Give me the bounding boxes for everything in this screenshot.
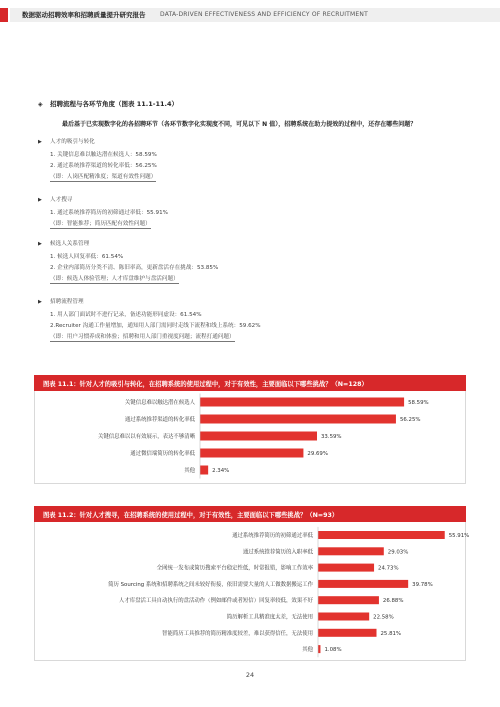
bar-value-label: 29.03% — [387, 549, 409, 556]
chart-11-2 — [34, 522, 470, 661]
bar-value-label: 56.25% — [399, 417, 421, 423]
group-item: 2. 通过系统推荐渠道的转化率低：56.25% — [50, 163, 157, 169]
bar-category-label: 通过微信端简历的转化率低 — [130, 451, 195, 457]
bar — [318, 564, 374, 572]
group-item: 1. 通过系统推荐简历的初筛通过率低：55.91% — [50, 210, 168, 216]
bar — [200, 415, 396, 424]
bar — [200, 466, 208, 475]
bar-category-label: 通过系统推荐渠道的转化率低 — [124, 417, 195, 423]
bar-category-label: 关键信息难以以有效展示，表达不够清晰 — [97, 434, 195, 440]
group-note: （即：用户习惯养成和体验；招聘和用人部门重视度问题；流程打通问题） — [50, 334, 235, 340]
triangle-bullet-icon: ▶ — [38, 241, 42, 247]
chart-11-1 — [34, 391, 466, 484]
bar — [318, 629, 377, 637]
bar-value-label: 25.81% — [380, 630, 402, 637]
group-title — [38, 137, 95, 145]
group-title — [38, 195, 72, 203]
header-accent-bar — [0, 8, 8, 22]
section-title-text: 招聘流程与各环节角度（图表 11.1-11.4） — [50, 100, 179, 108]
bar-category-label: 通过系统推荐简历的初筛通过率低 — [232, 533, 313, 539]
group-title-text: 候选人关系管理 — [50, 241, 90, 247]
group-note: （即：人岗匹配精准度；渠道有效性问题） — [50, 174, 157, 180]
triangle-bullet-icon: ▶ — [38, 139, 42, 145]
bar-category-label: 简历 Sourcing 系统和招聘系统之间未较好衔接，依旧需要大量的人工做数据搬运工作 — [108, 581, 313, 588]
bar — [318, 547, 384, 555]
bar — [318, 613, 369, 621]
bar-category-label: 简历解析工具精准度太差，无法使用 — [226, 614, 313, 621]
bar-value-label: 22.58% — [373, 614, 394, 621]
bar — [318, 645, 320, 653]
report-title: 数据驱动招聘效率和招聘质量提升研究报告 — [22, 11, 146, 19]
page-number: 24 — [245, 671, 255, 679]
bar-value-label: 55.91% — [448, 533, 470, 539]
group-title — [38, 239, 89, 247]
chart-11-2-svg — [35, 522, 470, 661]
group-title-text: 招聘流程管理 — [50, 299, 84, 305]
bar-category-label: 其他 — [302, 647, 313, 654]
bar-category-label: 关键信息难以触达潜在候选人 — [124, 400, 195, 406]
bar — [200, 449, 303, 458]
group-item: 1. 关键信息难以触达潜在候选人：58.59% — [50, 152, 157, 158]
group-note: （即：候选人体验管理；人才库盘维护与盘活问题） — [50, 276, 179, 282]
bar-category-label: 其他 — [184, 468, 195, 474]
bar — [318, 580, 408, 588]
section-question: 最后基于已实现数字化的各招聘环节（各环节数字化实现度不同，可见以下 N 值），招聘系统在助力提效的过程中，还存在哪些问题？ — [62, 121, 417, 128]
group-item: 1. 用人部门面试时不进行记录，备述功能形同虚设：61.54% — [50, 312, 202, 318]
group-item: 1. 候选人回复率低：61.54% — [50, 254, 124, 260]
triangle-bullet-icon: ▶ — [38, 197, 42, 203]
chart-11-2-title: 图表 11.2：针对人才搜寻，在招聘系统的使用过程中，对于有效性，主要面临以下哪些挑战？（N=93） — [34, 506, 466, 522]
group-title-text: 人才搜寻 — [50, 197, 73, 203]
chart-11-1-svg — [35, 391, 466, 484]
group-item: 2. 企业内部简历分类不清、陈旧率高，更新盘活存在挑战：53.85% — [50, 265, 219, 271]
bar-value-label: 39.78% — [412, 581, 433, 588]
group-note: （即：智能推荐；简历匹配有效性问题） — [50, 221, 151, 227]
bar-value-label: 33.59% — [321, 434, 342, 440]
bar-value-label: 29.69% — [307, 451, 328, 457]
report-subtitle: DATA-DRIVEN EFFECTIVENESS AND EFFICIENCY OF RECRUITMENT — [160, 10, 368, 18]
bar-value-label: 58.59% — [408, 400, 429, 406]
section-title — [38, 99, 178, 108]
report-header — [0, 8, 500, 22]
bar-value-label: 1.08% — [324, 647, 342, 654]
group-title-text: 人才的吸引与转化 — [50, 139, 95, 145]
group-item: 2.Recruiter 沟通工作量增加，通知用人部门需同时走线下流程和线上系统：59.62% — [50, 323, 261, 329]
bar — [318, 596, 379, 604]
bar-value-label: 2.34% — [212, 468, 230, 474]
bar — [200, 398, 404, 407]
bar-value-label: 26.88% — [382, 598, 404, 605]
bar-category-label: 人才库盘活工具自动执行的盘活动作（例如邮件或者短信）回复率较低，效果不好 — [118, 598, 313, 605]
bar-category-label: 通过系统推荐简历的入职率低 — [242, 549, 313, 556]
group-title — [38, 297, 84, 305]
bar-category-label: 智能简历工具推荐的简历精准度较差，难以获得信任，无法使用 — [162, 630, 313, 637]
bar-category-label: 全网统一发布或简历搜索平台稳定性低，时常报错，影响工作效率 — [156, 565, 313, 572]
bar — [200, 432, 317, 441]
chart-11-1-title: 图表 11.1：针对人才的吸引与转化，在招聘系统的使用过程中，对于有效性，主要面临以下哪些挑战？（N=128） — [34, 375, 466, 391]
bar-value-label: 24.73% — [378, 565, 399, 572]
triangle-bullet-icon: ▶ — [38, 299, 42, 305]
diamond-bullet-icon: ◈ — [38, 101, 43, 108]
bar — [318, 531, 445, 539]
